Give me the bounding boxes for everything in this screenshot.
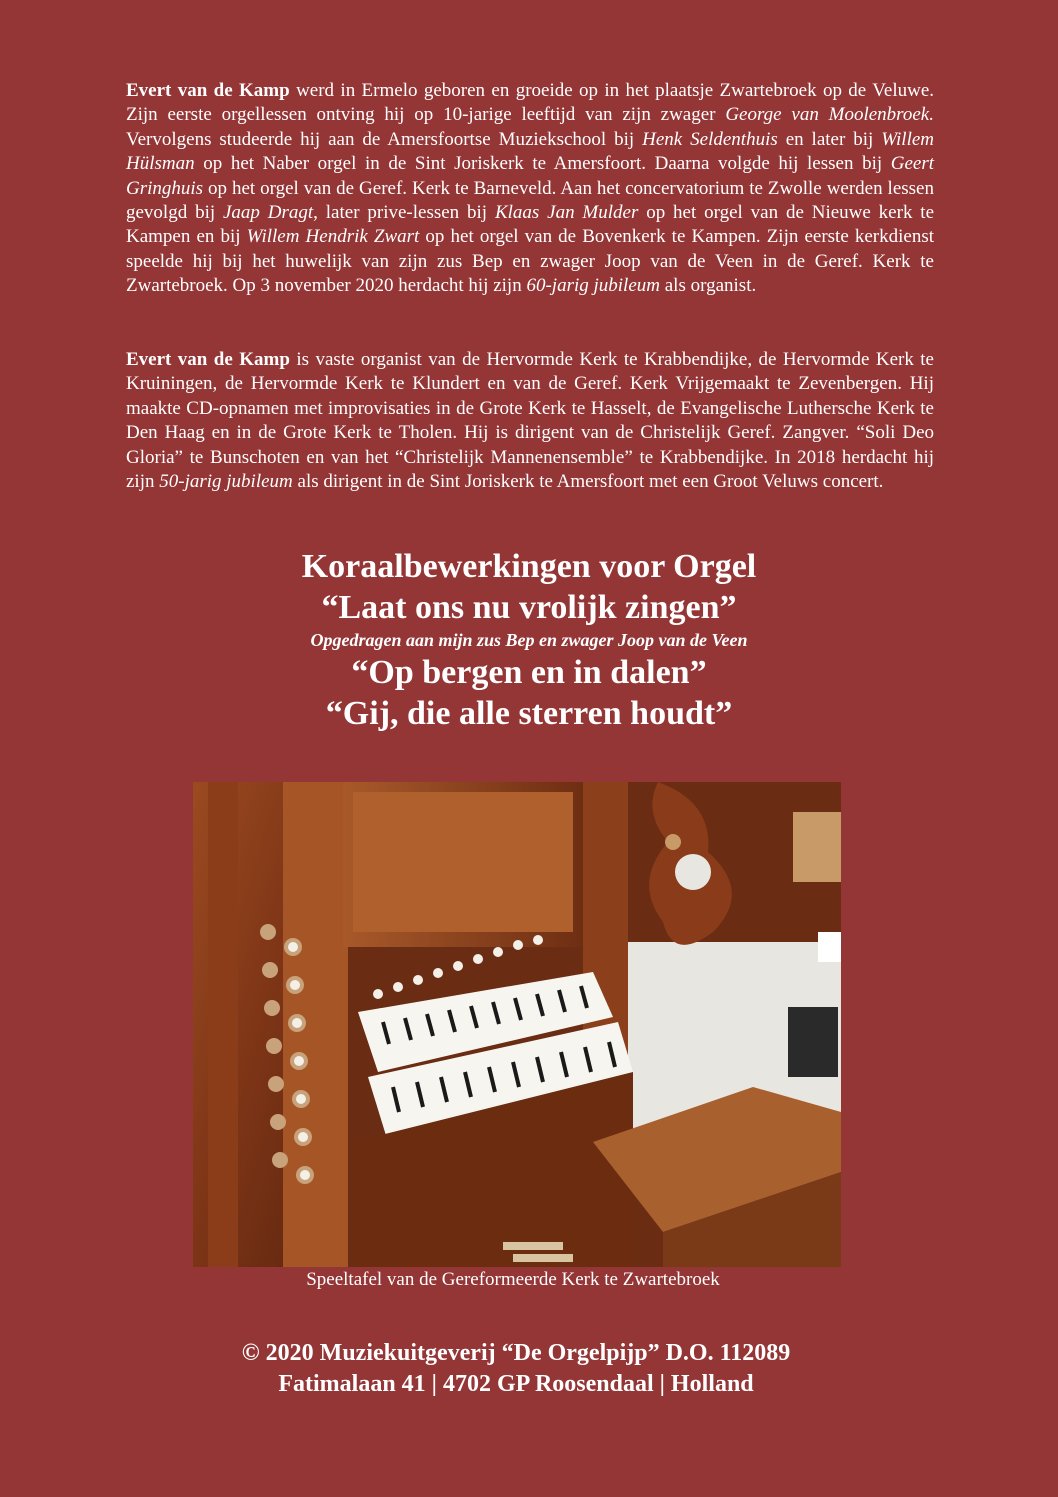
artist-name: Evert van de Kamp (126, 80, 290, 101)
dedication: Opgedragen aan mijn zus Bep en zwager Joop van de Veen (310, 630, 748, 650)
title-block (0, 546, 1058, 734)
biography-paragraph-2: Evert van de Kamp is vaste organist van de Hervormde Kerk te Krabbendijke, de Hervormde Kerk te Kruiningen, de Hervormde Kerk te Klundert en van de Geref. Kerk Vrijgemaakt te Zevenbergen. Hij maakte CD-opnamen met improvisaties in de Grote Kerk te Hasselt, de Evangelische Luthersche Kerk te Den Haag en in de Grote Kerk te Tholen. Hij is dirigent van de Christelijk Geref. Zangver. “Soli Deo Gloria” te Bunschoten en van het “Christelijk Mannenensemble” te Krabbendijke. In 2018 herdacht hij zijn 50-jarig jubileum als dirigent in de Sint Joriskerk te Amersfoort met een Groot Veluws concert. (126, 349, 934, 493)
address-line: Fatimalaan 41 | 4702 GP Roosendaal | Holland (278, 1371, 754, 1397)
song-title-1: “Laat ons nu vrolijk zingen” (321, 589, 737, 626)
song-title-2: “Op bergen en in dalen” (351, 654, 707, 691)
photo-caption: Speeltafel van de Gereformeerde Kerk te Zwartebroek (306, 1269, 720, 1290)
organ-console-photo (193, 782, 841, 1267)
copyright-line: © 2020 Muziekuitgeverij “De Orgelpijp” D.O. 112089 (241, 1340, 791, 1366)
song-title-3: “Gij, die alle sterren houdt” (325, 695, 733, 732)
publisher-footer (0, 1338, 1032, 1400)
main-title: Koraalbewerkingen voor Orgel (301, 548, 757, 585)
biography-paragraph-1: Evert van de Kamp werd in Ermelo geboren en groeide op in het plaatsje Zwartebroek op de Veluwe. Zijn eerste orgellessen ontving hij op 10-jarige leeftijd van zijn zwager George van Moolenbroek. Vervolgens studeerde hij aan de Amersfoortse Muziekschool bij Henk Seldenthuis en later bij Willem Hülsman op het Naber orgel in de Sint Joriskerk te Amersfoort. Daarna volgde hij lessen bij Geert Gringhuis op het orgel van de Geref. Kerk te Barneveld. Aan het concervatorium te Zwolle werden lessen gevolgd bij Jaap Dragt, later prive-lessen bij Klaas Jan Mulder op het orgel van de Nieuwe kerk te Kampen en bij Willem Hendrik Zwart op het orgel van de Bovenkerk te Kampen. Zijn eerste kerkdienst speelde hij bij het huwelijk van zijn zus Bep en zwager Joop van de Veen in de Geref. Kerk te Zwartebroek. Op 3 november 2020 herdacht hij zijn 60-jarig jubileum als organist. (126, 80, 935, 297)
artist-name: Evert van de Kamp (126, 349, 290, 370)
